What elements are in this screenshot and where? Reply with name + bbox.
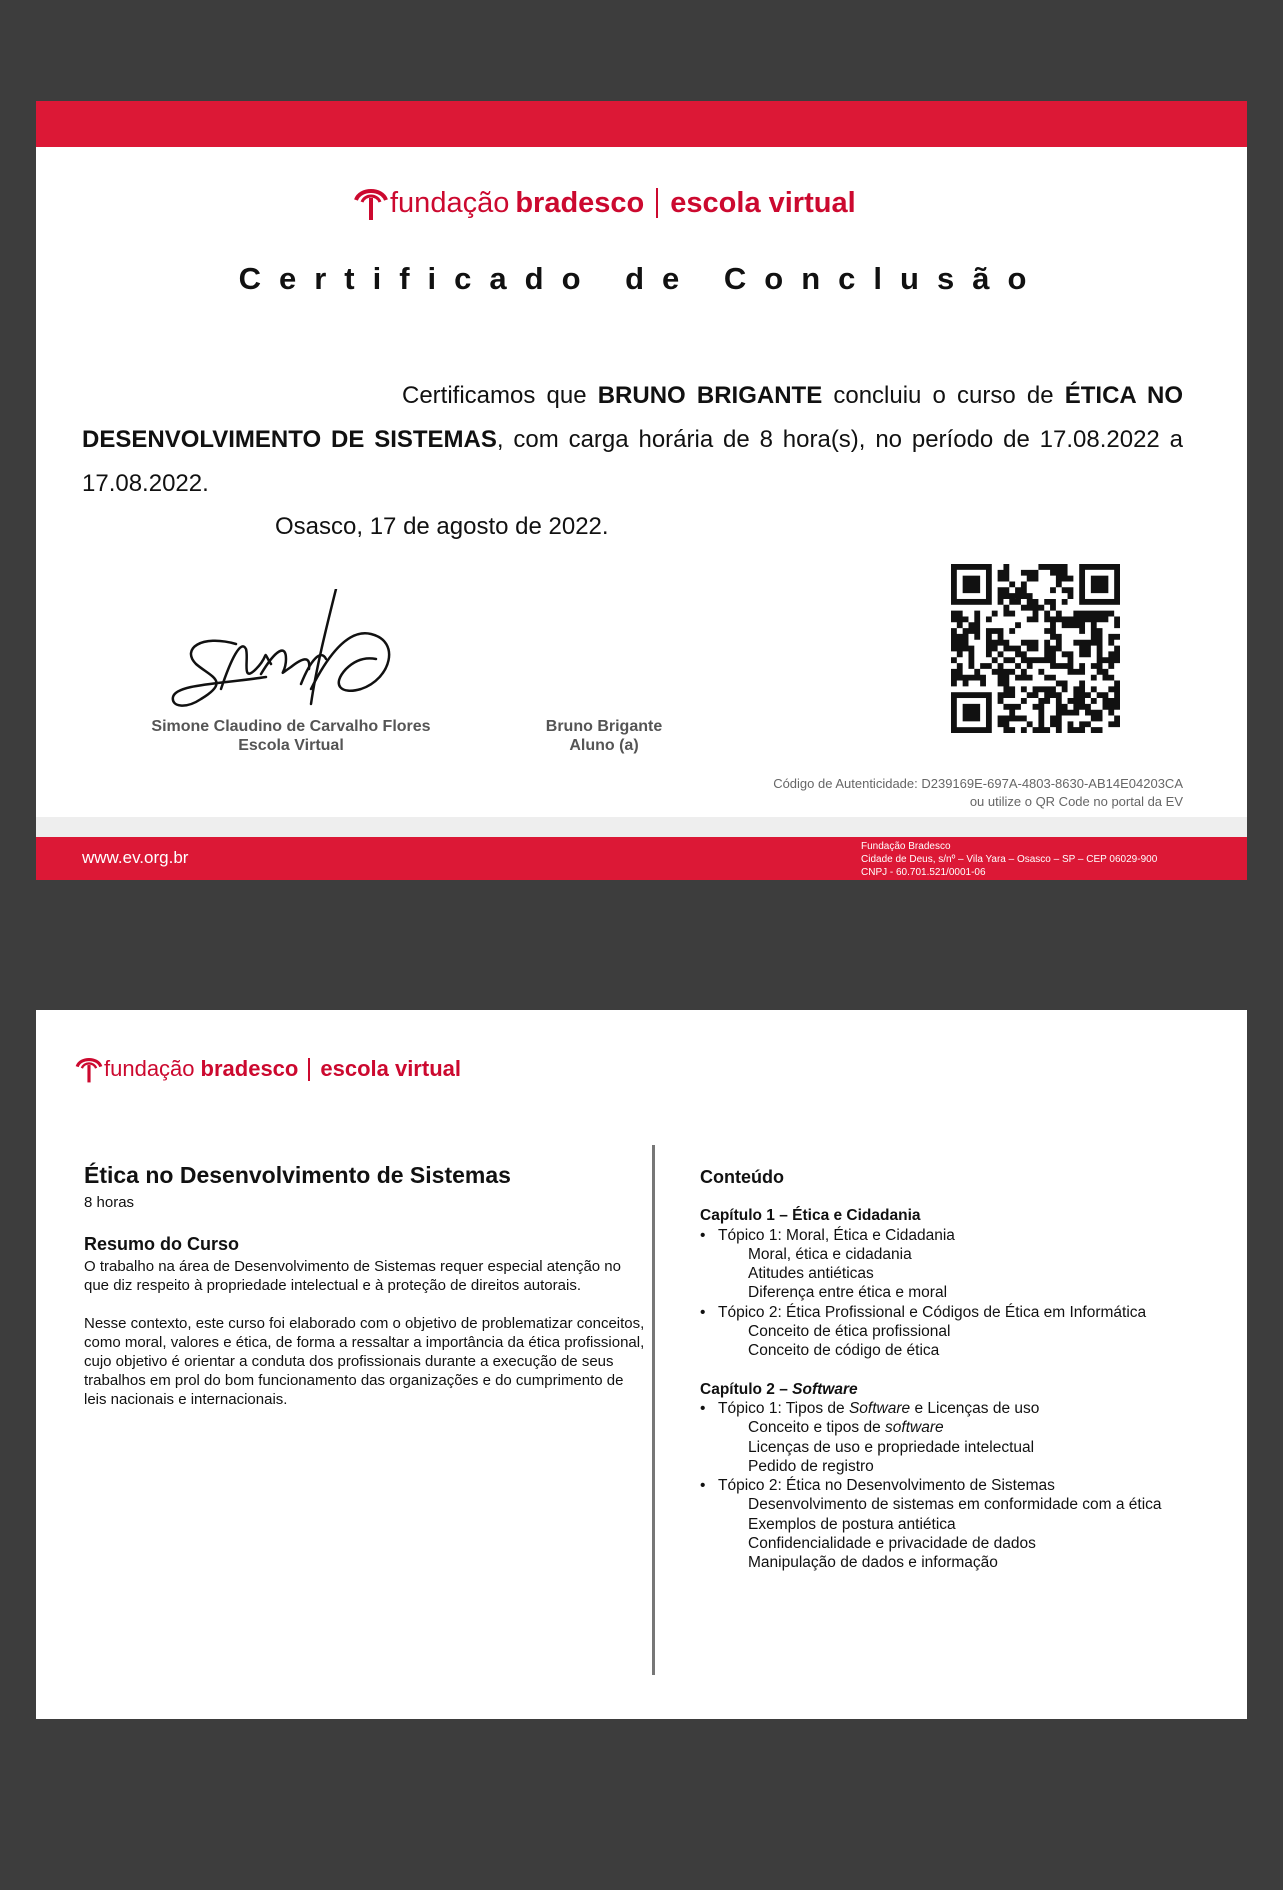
student-name: Bruno Brigante — [545, 718, 663, 735]
list-item: Desenvolvimento de sistemas em conformidade com a ética — [748, 1496, 1162, 1514]
bradesco-tree-icon — [74, 1054, 104, 1084]
logo-divider — [308, 1058, 310, 1081]
certificate-title: Certificado de Conclusão — [238, 261, 1045, 296]
chapter-2-title-prefix: Capítulo 2 – — [700, 1380, 793, 1398]
list-item: Licenças de uso e propriedade intelectual — [748, 1438, 1035, 1456]
logo-divider — [656, 188, 658, 218]
logo-subtitle: escola virtual — [320, 1056, 461, 1081]
bradesco-tree-icon — [352, 184, 390, 222]
footer-url-link[interactable]: www.ev.org.br — [82, 848, 189, 867]
footer-cnpj: CNPJ - 60.701.521/0001-06 — [861, 867, 986, 878]
chapter-1-topic-1: • Tópico 1: Moral, Ética e Cidadania — [700, 1226, 1240, 1245]
course-hours: 8 horas — [84, 1194, 135, 1211]
list-item: Conceito de código de ética — [748, 1342, 940, 1360]
chapter-2-topic-1 — [700, 1399, 1240, 1418]
resumo-paragraph-2: Nesse contexto, este curso foi elaborado com o objetivo de problematizar conceitos, como moral, valores e ética, de forma a ressaltar a importância da ética profissional, cujo objetivo é orientar a conduta dos profissionais durante a execução de seus trabalhos em prol do bom funcionamento das organizações e do cumprimento de leis nacionais e internacionais. — [84, 1315, 645, 1408]
qr-finder-pattern — [954, 695, 989, 730]
resumo-paragraph-1: O trabalho na área de Desenvolvimento de Sistemas requer especial atenção no que diz respeito à propriedade intelectual e à proteção de direitos autorais. — [84, 1258, 621, 1294]
qr-code-icon[interactable] — [951, 564, 1120, 733]
fundacao-bradesco-logo — [352, 184, 856, 222]
footer-address — [861, 840, 1157, 879]
student-block — [504, 717, 704, 755]
certificate-page — [36, 101, 1247, 880]
list-item: Manipulação de dados e informação — [748, 1554, 998, 1572]
topic-text-a: Tópico 1: Tipos de — [718, 1399, 849, 1417]
column-divider — [652, 1145, 655, 1675]
logo-subtitle: escola virtual — [670, 186, 856, 219]
spacer — [700, 1361, 1240, 1380]
item-text-a: Conceito e tipos de — [748, 1419, 886, 1437]
authenticity-code: Código de Autenticidade: D239169E-697A-4803-8630-AB14E04203CA — [773, 776, 1183, 791]
city-date: Osasco, 17 de agosto de 2022. — [275, 513, 609, 540]
logo-brand-bold: bradesco — [515, 186, 645, 219]
statement-part-1: Certificamos que — [402, 382, 598, 409]
footer-org: Fundação Bradesco — [861, 841, 951, 852]
authenticity-block — [773, 775, 1183, 811]
top-red-bar — [36, 101, 1247, 147]
student-role: Aluno (a) — [569, 737, 639, 754]
contents-heading: Conteúdo — [700, 1167, 784, 1187]
student-name-upper: BRUNO BRIGANTE — [597, 382, 823, 409]
chapter-2-title — [700, 1380, 1240, 1399]
chapter-1-topic-2: • Tópico 2: Ética Profissional e Códigos de Ética em Informática — [700, 1303, 1240, 1322]
footer-address-line: Cidade de Deus, s/nº – Vila Yara – Osasco – SP – CEP 06029-900 — [861, 854, 1158, 865]
course-summary-page — [36, 1010, 1247, 1719]
list-item: Confidencialidade e privacidade de dados — [748, 1535, 1036, 1553]
chapter-2-title-em: Software — [792, 1380, 858, 1398]
handwritten-signature — [161, 589, 426, 719]
footer-gray-band — [36, 817, 1247, 837]
certificate-statement — [82, 374, 1183, 506]
logo-brand-light: fundação — [390, 186, 510, 219]
fundacao-bradesco-logo — [74, 1054, 461, 1084]
logo-brand-light: fundação — [104, 1056, 195, 1081]
authenticity-hint: ou utilize o QR Code no portal da EV — [969, 794, 1183, 809]
course-name-upper: ÉTICA NO DESENVOLVIMENTO DE SISTEMAS — [82, 382, 1184, 453]
list-item: Exemplos de postura antiética — [748, 1515, 956, 1533]
contents-list — [700, 1168, 1240, 1573]
list-item: Diferença entre ética e moral — [748, 1284, 948, 1302]
list-item: Conceito de ética profissional — [748, 1323, 951, 1341]
resumo-body — [84, 1257, 649, 1428]
course-title: Ética no Desenvolvimento de Sistemas — [84, 1162, 511, 1188]
signatory-role: Escola Virtual — [238, 737, 344, 754]
chapter-2-topic-2: • Tópico 2: Ética no Desenvolvimento de Sistemas — [700, 1476, 1240, 1495]
resumo-heading: Resumo do Curso — [84, 1234, 240, 1254]
signatory-block — [116, 717, 466, 755]
topic-text-em: Software — [848, 1399, 911, 1417]
chapter-1-title: Capítulo 1 – Ética e Cidadania — [700, 1207, 921, 1225]
topic-text-b: e Licenças de uso — [910, 1399, 1040, 1417]
item-text-em: software — [885, 1419, 944, 1437]
list-item: Atitudes antiéticas — [748, 1265, 874, 1283]
footer-red-bar — [36, 837, 1247, 880]
logo-brand-bold: bradesco — [200, 1056, 299, 1081]
qr-finder-pattern — [954, 567, 989, 602]
qr-finder-pattern — [1082, 567, 1117, 602]
list-item: Moral, ética e cidadania — [748, 1245, 912, 1263]
list-item — [700, 1418, 1240, 1437]
statement-part-2: concluiu o curso de — [822, 382, 1065, 409]
statement-part-3: , com carga horária de 8 hora(s), no período de 17.08.2022 a 17.08.2022. — [82, 426, 1183, 497]
signatory-name: Simone Claudino de Carvalho Flores — [151, 718, 431, 735]
list-item: Pedido de registro — [748, 1457, 874, 1475]
